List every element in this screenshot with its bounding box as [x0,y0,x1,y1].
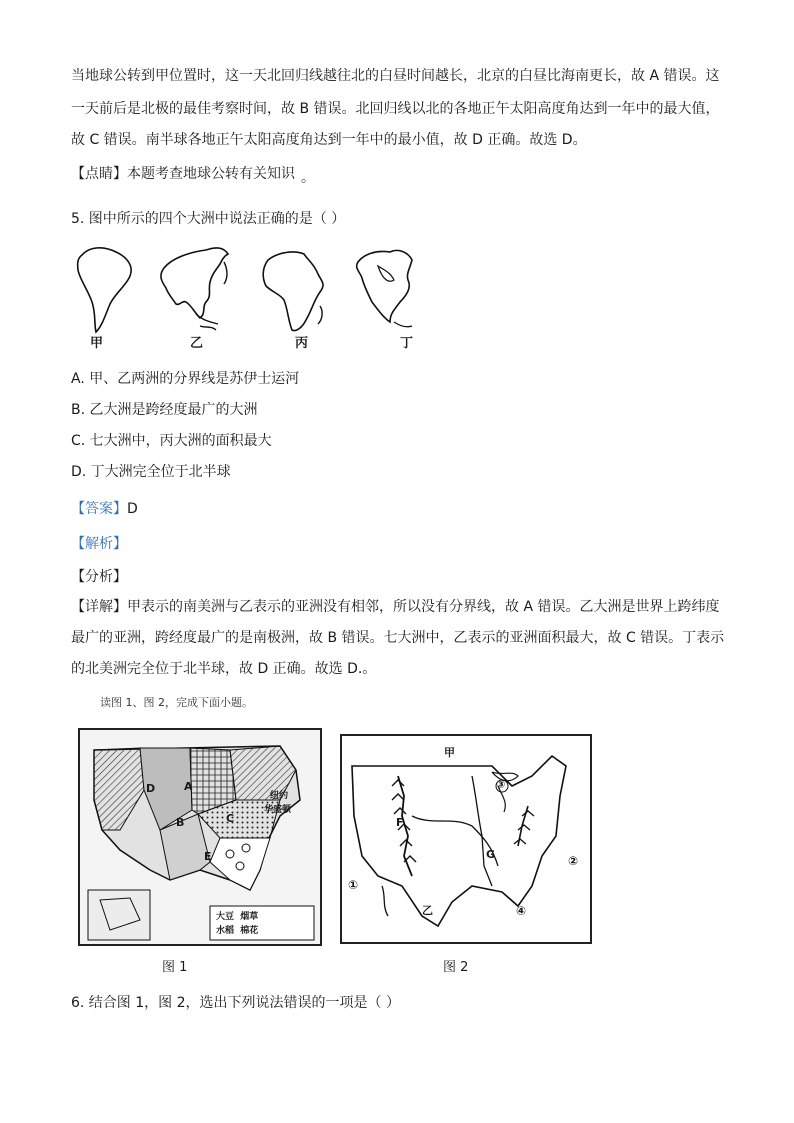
xiangjie-line-1 [71,597,719,617]
fig1-legend [216,910,258,938]
continent-label-yi: 乙 [190,336,204,351]
continents-figure [72,240,432,355]
continent-label-jia: 甲 [90,336,104,351]
fig2-label-4: ④ [516,904,527,918]
continent-label-bing: 丙 [295,336,309,351]
legend-cotton: 棉花 [240,926,259,936]
south-america-outline [78,248,131,332]
fig2-label-jia: 甲 [444,746,455,759]
fig2-label-2: ② [568,854,579,868]
legend-tobacco: 烟草 [240,912,259,922]
fig1-label-a: A [184,780,193,793]
xiangjie-text-1: 甲表示的南美洲与乙表示的亚洲没有相邻，所以没有分界线，故 A 错误。乙大洲是世界上跨纬度 [127,599,720,615]
option-b: B. 乙大洲是跨经度最广的大洲 [71,402,258,418]
dianjing-line [71,164,315,184]
option-c: C. 七大洲中，丙大洲的面积最大 [71,433,272,449]
continent-label-ding: 丁 [400,336,414,351]
dianjing-end: 。 [301,170,315,186]
answer-value: D [127,501,138,517]
answer-line [71,499,138,519]
dianjing-text: 本题考查地球公转有关知识 [127,166,295,182]
fig1-label-washington: 华盛顿 [264,805,292,815]
read-figures-instruction: 读图 1、图 2，完成下面小题。 [100,696,253,709]
legend-rice: 水稻 [216,926,235,936]
fig1-label-c: C [226,812,235,825]
fig1-label-e: E [204,850,212,863]
option-d: D. 丁大洲完全位于北半球 [71,464,231,480]
fig1-label-d: D [146,782,156,795]
explanation-line-2: 一天前后是北极的最佳考察时间，故 B 错误。北回归线以北的各地正午太阳高度角达到一年中的最大值， [71,101,720,117]
figure-2-map [340,734,592,944]
question-6: 6. 结合图 1，图 2，选出下列说法错误的一项是（ ） [71,995,400,1011]
fig2-label-g: G [486,848,496,861]
fig2-label-3: ③ [496,778,506,791]
fig2-label-yi: 乙 [422,904,433,917]
fig1-label-newyork: 纽约 [270,791,289,801]
figure-1-caption: 图 1 [162,960,188,975]
fig2-label-1: ① [348,878,359,892]
answer-tag: 【答案】 [71,501,127,517]
fig1-label-b: B [176,816,185,829]
fig2-label-f: F [396,816,404,829]
north-america-outline [357,250,412,322]
africa-outline [263,252,323,331]
xiangjie-tag: 【详解】 [71,599,127,615]
figure-2-caption: 图 2 [443,960,469,975]
xiangjie-line-3: 的北美洲完全位于北半球，故 D 正确。故选 D.。 [71,661,377,677]
figure-1-map [78,728,322,946]
xiangjie-line-2: 最广的亚洲，跨经度最广的是南极洲，故 B 错误。七大洲中，乙表示的亚洲面积最大，故 C 错误。丁表示 [71,630,725,646]
explanation-line-1: 当地球公转到甲位置时，这一天北回归线越往北的白昼时间越长，北京的白昼比海南更长，故 A 错误。这 [71,68,720,84]
legend-soybean: 大豆 [216,912,235,922]
option-a: A. 甲、乙两洲的分界线是苏伊士运河 [71,371,300,387]
jiexi-tag: 【解析】 [71,536,127,552]
fenxi-tag: 【分析】 [71,569,127,585]
explanation-line-3: 故 C 错误。南半球各地正午太阳高度角达到一年中的最小值，故 D 正确。故选 D。 [71,132,587,148]
dianjing-tag: 【点睛】 [71,166,127,182]
question-5: 5. 图中所示的四个大洲中说法正确的是（ ） [71,211,346,227]
asia-outline [161,248,228,318]
